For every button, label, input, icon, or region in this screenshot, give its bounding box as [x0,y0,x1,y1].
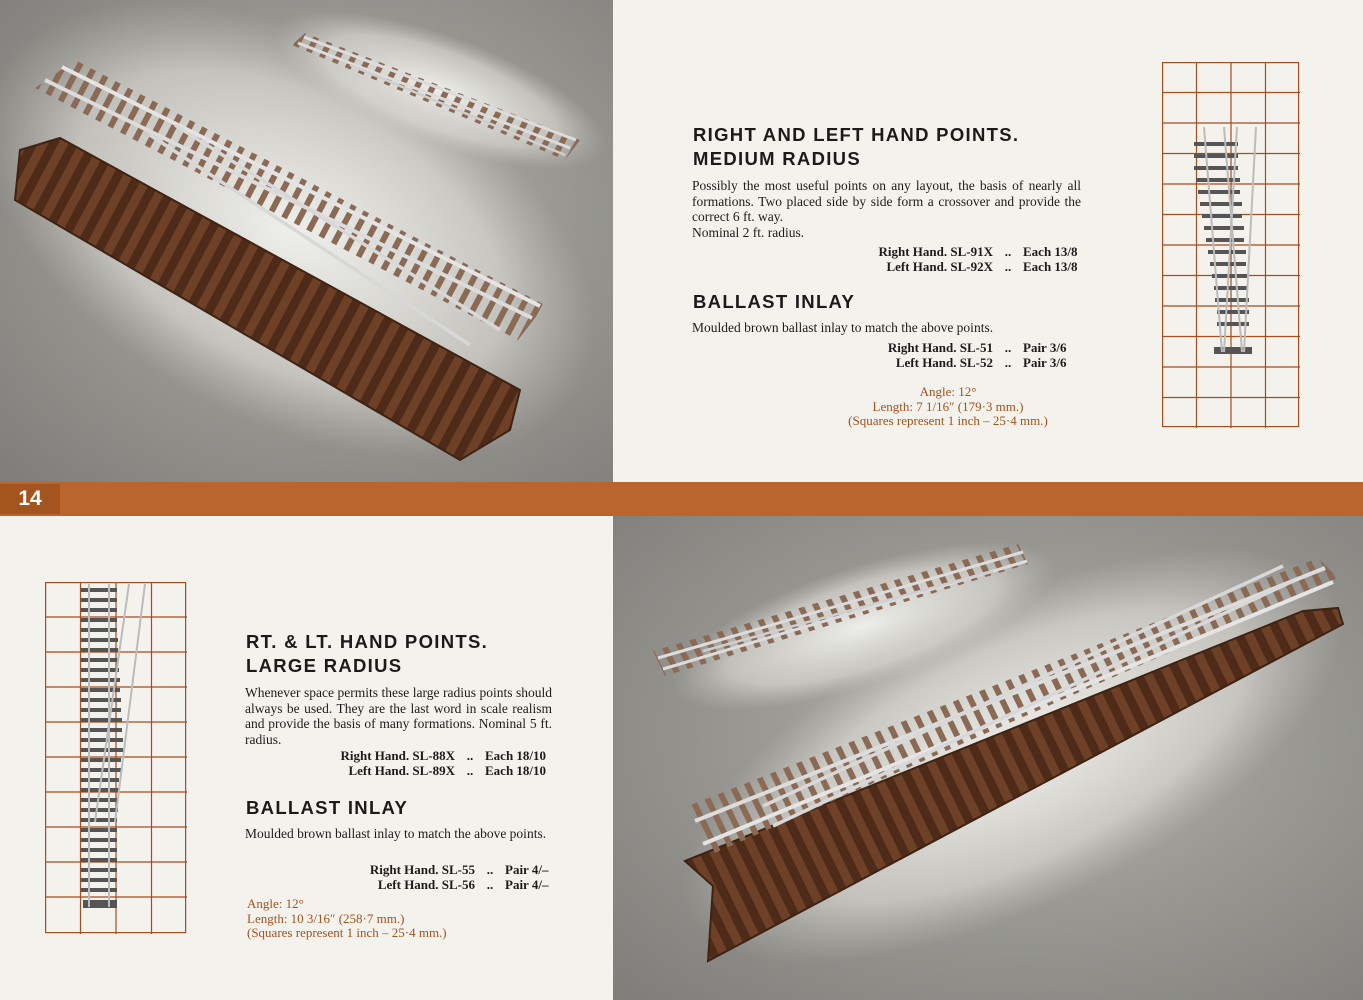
price-label: Left Hand. SL-92X [886,259,993,274]
top-squares: (Squares represent 1 inch – 25·4 mm.) [848,413,1048,428]
price-value: Each 13/8 [1023,244,1078,259]
top-ballast-row-right [753,340,1083,355]
top-heading-line1: RIGHT AND LEFT HAND POINTS. [693,124,1020,145]
bottom-points-row-right [240,748,555,763]
price-dots: .. [1004,259,1012,274]
price-dots: .. [1004,340,1012,355]
price-value: Each 18/10 [485,748,547,763]
bottom-length: Length: 10 3/16″ (258·7 mm.) [247,910,405,926]
page-band [0,482,1363,516]
price-label: Left Hand. SL-56 [377,877,475,892]
price-label: Right Hand. SL-91X [878,244,993,259]
price-dots: .. [466,763,474,778]
price-dots: .. [1004,355,1012,370]
bottom-ballast-description: Moulded brown ballast inlay to match the above points. [245,826,547,841]
top-nominal: Nominal 2 ft. radius. [692,225,805,240]
price-dots: .. [466,748,474,763]
top-description-text: Possibly the most useful points on any layout, the basis of nearly all formations. Two placed side by side form a crossover and provide the correct 6 ft. way. [692,178,1081,224]
top-heading-line2: MEDIUM RADIUS [693,148,861,169]
price-dots: .. [1004,244,1012,259]
price-value: Pair 3/6 [1023,340,1067,355]
bottom-specs [247,897,547,941]
bottom-heading-line1: RT. & LT. HAND POINTS. [246,631,489,652]
price-value: Each 18/10 [485,763,547,778]
top-points-price-list [753,244,1083,274]
top-track-diagram [1162,62,1300,428]
top-ballast-price-list [753,340,1083,370]
bottom-track-diagram [45,582,187,934]
price-label: Left Hand. SL-89X [348,763,455,778]
price-dots: .. [486,862,494,877]
top-ballast-description: Moulded brown ballast inlay to match the above points. [692,320,994,335]
top-angle: Angle: 12° [919,384,977,399]
price-label: Right Hand. SL-51 [887,340,993,355]
bottom-ballast-row-right [240,862,560,877]
page-number: 14 [0,484,60,514]
top-text-panel [613,0,1363,482]
bottom-points-row-left [240,763,555,778]
price-value: Each 13/8 [1023,259,1078,274]
bottom-heading-line2: LARGE RADIUS [246,655,403,676]
photo-medium-radius-points [0,0,613,482]
photo-large-radius-points [613,516,1363,1000]
top-points-row-right [753,244,1083,259]
price-dots: .. [486,877,494,892]
top-ballast-row-left [753,355,1083,370]
bottom-squares: (Squares represent 1 inch – 25·4 mm.) [247,925,447,940]
top-points-row-left [753,259,1083,274]
top-specs [813,385,1083,429]
price-label: Right Hand. SL-88X [340,748,455,763]
price-value: Pair 4/– [505,862,549,877]
top-description [692,178,1081,225]
bottom-description: Whenever space permits these large radius points should always be used. They are the last word in scale realism and provide the basis of many formations. Nominal 5 ft. radius. [245,685,552,747]
price-label: Left Hand. SL-52 [895,355,993,370]
bottom-text-panel [0,516,613,1000]
bottom-points-price-list [240,748,555,778]
bottom-ballast-heading: BALLAST INLAY [246,797,409,818]
bottom-ballast-price-list [240,862,560,892]
bottom-angle: Angle: 12° [247,896,304,911]
price-value: Pair 3/6 [1023,355,1067,370]
price-label: Right Hand. SL-55 [369,862,475,877]
price-value: Pair 4/– [505,877,549,892]
top-ballast-heading: BALLAST INLAY [693,291,856,312]
top-length: Length: 7 1/16″ (179·3 mm.) [872,398,1024,414]
bottom-ballast-row-left [240,877,560,892]
